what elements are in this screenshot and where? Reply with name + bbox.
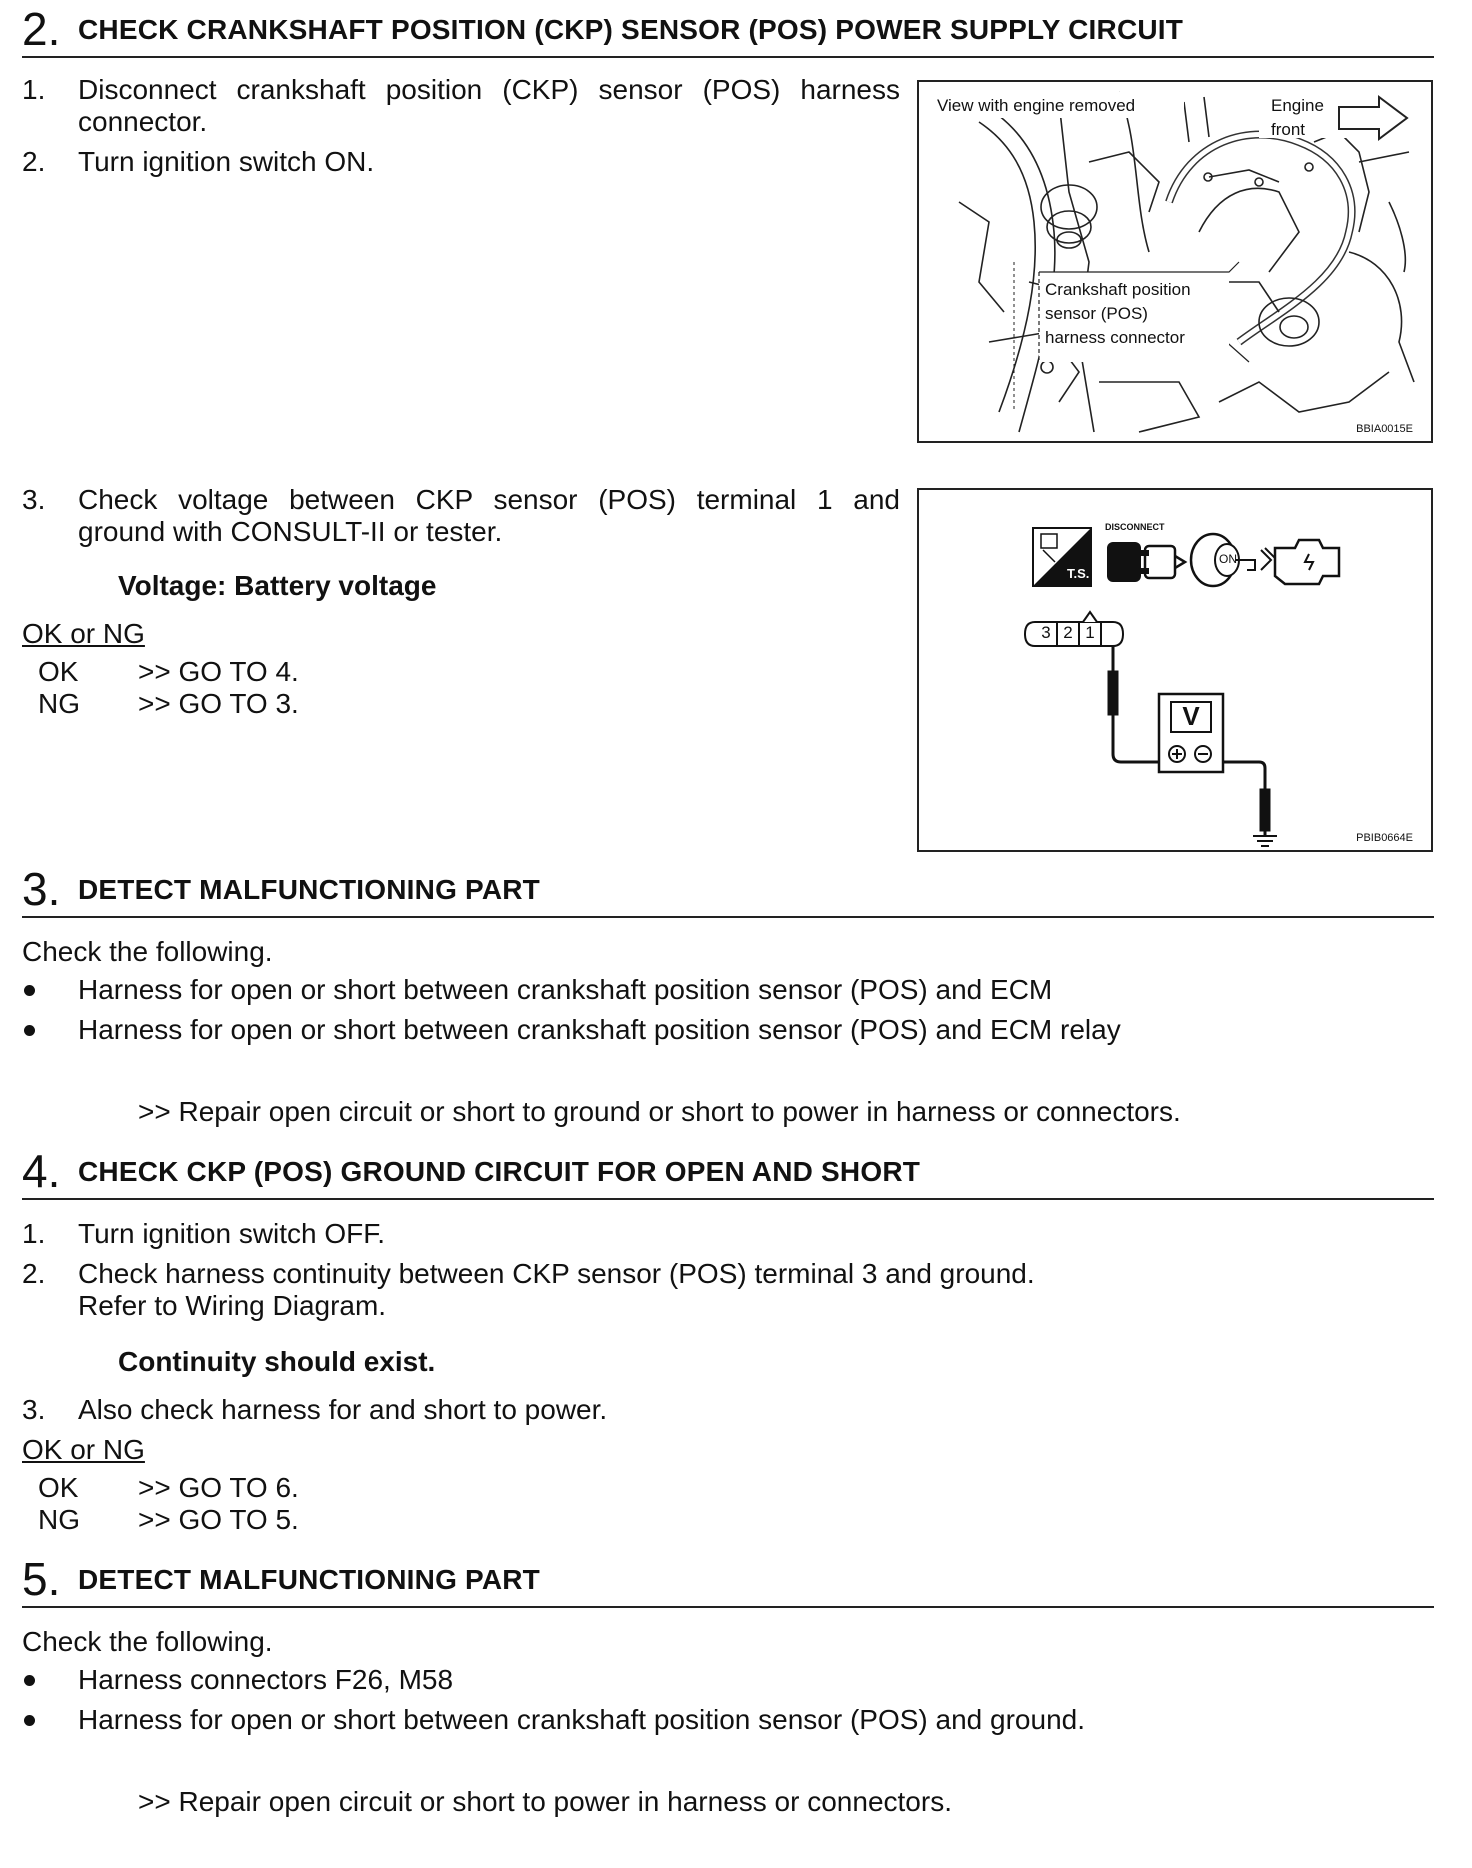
section-3-number: 3. [22, 863, 61, 915]
section-4-title: CHECK CKP (POS) GROUND CIRCUIT FOR OPEN AND SHORT [78, 1156, 921, 1187]
s2-ng-action-link[interactable]: >> GO TO 3. [138, 688, 299, 719]
engine-illustration [919, 82, 1431, 441]
figure2-terminal-3: 3 [1041, 623, 1051, 642]
s2-ng-label: NG [38, 688, 80, 719]
s5-bullet-2: Harness for open or short between crankshaft position sensor (POS) and ground. [78, 1704, 1085, 1735]
figure1-callout-line2: sensor (POS) [1045, 304, 1148, 323]
figure2-terminal-2: 2 [1063, 623, 1073, 642]
s4-ok-action-link[interactable]: >> GO TO 6. [138, 1472, 299, 1503]
figure2-terminal-1: 1 [1085, 623, 1095, 642]
figure2-meter-label: V [1182, 701, 1200, 731]
s2-ok-ng-label: OK or NG [22, 618, 145, 649]
section-3-title: DETECT MALFUNCTIONING PART [78, 874, 540, 905]
section-2-title: CHECK CRANKSHAFT POSITION (CKP) SENSOR (POS) POWER SUPPLY CIRCUIT [78, 14, 1184, 45]
s4-step-3-text: Also check harness for and short to power. [78, 1394, 608, 1425]
figure1-view-caption: View with engine removed [937, 96, 1136, 115]
section-5-number: 5. [22, 1553, 61, 1605]
s3-intro: Check the following. [22, 936, 273, 967]
section-5-title: DETECT MALFUNCTIONING PART [78, 1564, 540, 1595]
figure2-disconnect-label: DISCONNECT [1105, 522, 1165, 532]
figure2-ts-label: T.S. [1067, 566, 1090, 581]
s4-step-2-num: 2. [22, 1258, 46, 1289]
s4-ok-ng-label: OK or NG [22, 1434, 145, 1465]
section-5-rule [22, 1606, 1434, 1608]
s2-step-2-text: Turn ignition switch ON. [78, 146, 375, 177]
figure1-code: BBIA0015E [1356, 423, 1413, 435]
s2-step-1-text-cont: connector. [78, 106, 208, 137]
section-2-rule [22, 56, 1434, 58]
s4-ng-action-link[interactable]: >> GO TO 5. [138, 1504, 299, 1535]
s4-step-2-text-cont: Refer to Wiring Diagram. [78, 1290, 387, 1321]
s2-step-2-num: 2. [22, 146, 46, 177]
s3-bullet-dot-2 [24, 1025, 35, 1036]
s4-ng-label: NG [38, 1504, 80, 1535]
s4-step-1-text: Turn ignition switch OFF. [78, 1218, 386, 1249]
figure1-callout-line3: harness connector [1045, 328, 1185, 347]
section-4-number: 4. [22, 1145, 61, 1197]
s5-intro: Check the following. [22, 1626, 273, 1657]
s4-step-2-text: Check harness continuity between CKP sensor (POS) terminal 3 and ground. [78, 1258, 1035, 1289]
s3-bullet-2: Harness for open or short between crankshaft position sensor (POS) and ECM relay [78, 1014, 1121, 1045]
s4-step-1-num: 1. [22, 1218, 46, 1249]
figure-ckp-sensor-location [917, 80, 1433, 443]
figure1-front-caption-line1: Engine [1271, 96, 1324, 115]
s2-step-3-num: 3. [22, 484, 46, 515]
s4-spec-continuity: Continuity should exist. [118, 1346, 436, 1377]
s2-step-3-text-cont: ground with CONSULT-II or tester. [78, 516, 503, 547]
ground-icon [1253, 836, 1277, 846]
section-4-rule [22, 1198, 1434, 1200]
s3-repair-action: >> Repair open circuit or short to ground or short to power in harness or connectors. [138, 1096, 1181, 1127]
s4-step-3-num: 3. [22, 1394, 46, 1425]
s2-step-3-text: Check voltage between CKP sensor (POS) terminal 1 and [78, 484, 900, 515]
figure2-on-label: ON [1219, 552, 1237, 566]
figure-voltage-check [917, 488, 1433, 852]
s3-bullet-1: Harness for open or short between crankshaft position sensor (POS) and ECM [78, 974, 1053, 1005]
s2-ok-action-link[interactable]: >> GO TO 4. [138, 656, 299, 687]
section-3-rule [22, 916, 1434, 918]
engine-icon [1261, 540, 1339, 584]
voltage-check-diagram [919, 490, 1431, 850]
s2-step-1-num: 1. [22, 74, 46, 105]
figure1-callout-line1: Crankshaft position [1045, 280, 1191, 299]
s3-bullet-dot-1 [24, 985, 35, 996]
s5-repair-action: >> Repair open circuit or short to power in harness or connectors. [138, 1786, 952, 1817]
s5-bullet-dot-2 [24, 1715, 35, 1726]
s2-step-1-text: Disconnect crankshaft position (CKP) sensor (POS) harness [78, 74, 900, 105]
s4-ok-label: OK [38, 1472, 79, 1503]
disconnect-icon [1107, 542, 1185, 582]
figure1-front-caption-line2: front [1271, 120, 1306, 139]
s2-spec-voltage: Voltage: Battery voltage [118, 570, 437, 601]
section-2-number: 2. [22, 3, 61, 55]
s5-bullet-dot-1 [24, 1675, 35, 1686]
s5-bullet-1: Harness connectors F26, M58 [78, 1664, 454, 1695]
s2-ok-label: OK [38, 656, 79, 687]
figure2-code: PBIB0664E [1356, 832, 1413, 844]
